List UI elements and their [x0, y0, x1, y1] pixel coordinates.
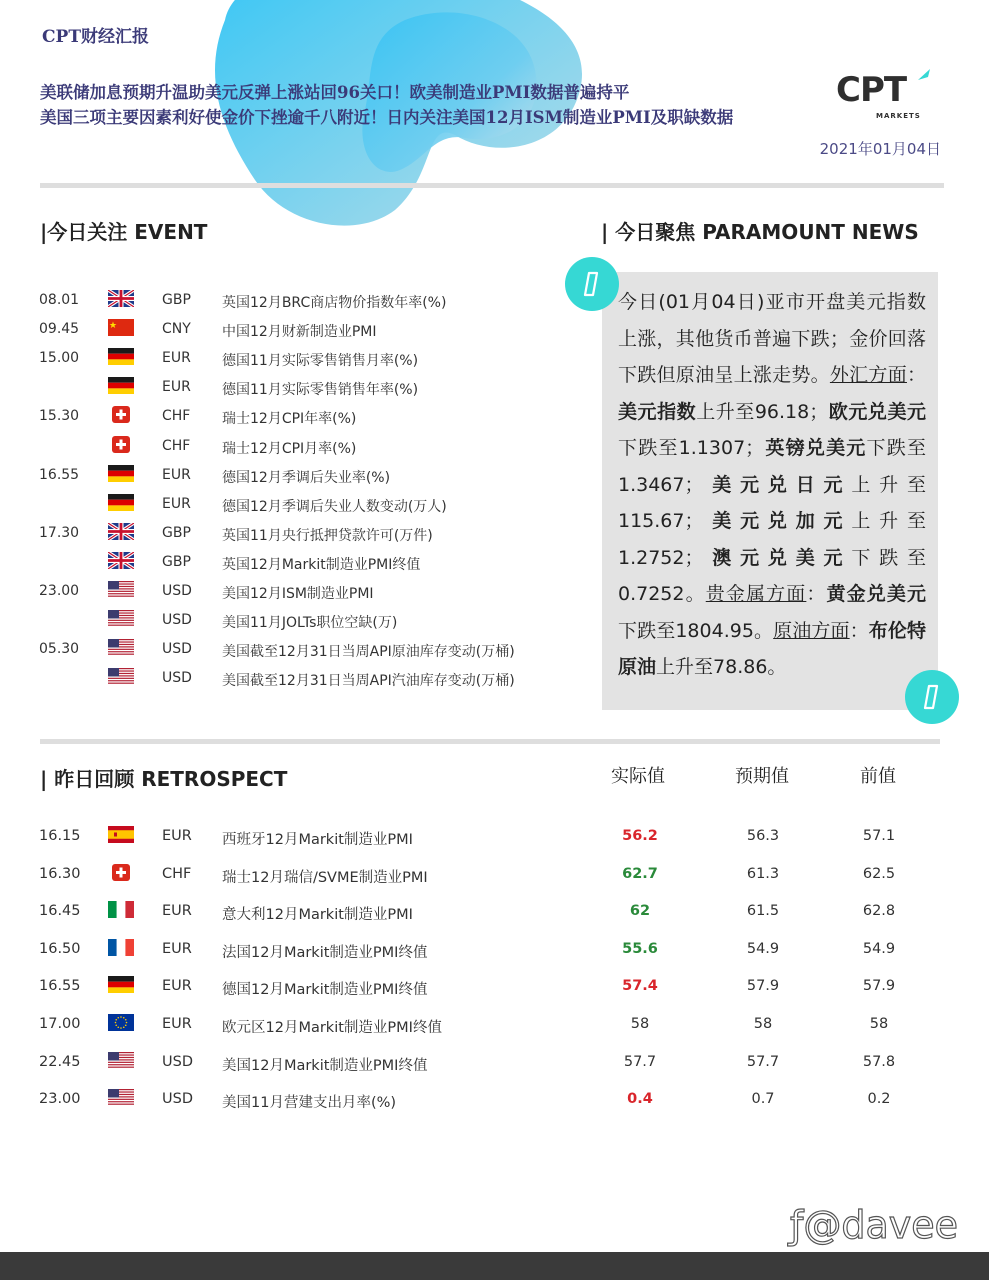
event-name: 美国12月ISM制造业PMI	[222, 586, 374, 602]
watermark-logo-icon: ƒ	[790, 1203, 804, 1247]
retro-row	[0, 903, 989, 939]
retro-currency: EUR	[162, 940, 192, 957]
header-expected: 预期值	[735, 766, 789, 787]
retro-name: 德国12月Markit制造业PMI终值	[222, 982, 428, 999]
retro-name: 法国12月Markit制造业PMI终值	[222, 944, 428, 961]
news-section-title: | 今日聚焦 PARAMOUNT NEWS	[601, 220, 919, 244]
event-row	[0, 292, 560, 321]
event-row	[0, 670, 560, 699]
watermark-text: @davee	[803, 1203, 959, 1247]
event-time: 17.30	[39, 524, 80, 541]
retro-actual: 56.2	[622, 828, 658, 844]
flag-us-icon	[108, 1052, 134, 1069]
header-actual: 实际值	[611, 766, 665, 787]
event-currency: CHF	[162, 437, 191, 454]
retro-previous: 58	[869, 1016, 889, 1032]
event-section-title: |今日关注 EVENT	[40, 220, 208, 244]
news-xauusd-move: 下跌至1804.95。	[618, 619, 774, 642]
cpt-logo	[836, 68, 936, 124]
retro-previous: 62.5	[862, 865, 896, 882]
watermark	[790, 1203, 958, 1247]
flag-cn-icon	[108, 319, 134, 336]
news-audusd: 澳元兑美元	[703, 546, 852, 569]
event-name: 德国12月季调后失业率(%)	[222, 469, 391, 486]
flag-fr-icon	[108, 939, 134, 956]
event-row	[0, 408, 560, 437]
event-time: 05.30	[39, 641, 80, 658]
retro-expected: 54.9	[746, 940, 780, 957]
retro-currency: EUR	[162, 828, 192, 844]
headline	[40, 80, 733, 130]
logo-subtext: MARKETS	[876, 112, 921, 120]
news-intro: 今日(01月04日)亚市开盘美元指数上涨，其他货币普遍下跌；金价回落下跌但原油呈上涨走势。	[618, 291, 926, 386]
retro-row	[0, 1016, 989, 1052]
event-time: 16.55	[39, 466, 80, 483]
event-currency: EUR	[162, 466, 191, 483]
flag-de-icon	[108, 976, 134, 993]
event-name: 英国12月Markit制造业PMI终值	[222, 556, 421, 573]
retro-expected: 58	[753, 1016, 773, 1032]
news-oil-label: 原油方面	[773, 619, 850, 642]
event-name: 美国截至12月31日当周API汽油库存变动(万桶)	[222, 673, 515, 690]
event-name: 英国11月央行抵押贷款许可(万件)	[222, 527, 433, 544]
flag-us-icon	[108, 610, 134, 627]
news-gbpusd: 英镑兑美元	[764, 437, 867, 459]
news-usdcad: 美元兑加元	[703, 510, 852, 532]
event-time: 08.01	[39, 292, 80, 308]
retro-time: 16.55	[39, 978, 81, 995]
event-name: 美国截至12月31日当周API原油库存变动(万桶)	[222, 644, 515, 661]
flag-de-icon	[108, 494, 134, 511]
retro-time: 16.15	[39, 828, 81, 844]
event-row	[0, 467, 560, 496]
retro-currency: EUR	[162, 903, 192, 920]
event-row	[0, 350, 560, 379]
flag-de-icon	[108, 377, 134, 394]
event-row	[0, 496, 560, 525]
event-name: 德国11月实际零售销售月率(%)	[222, 353, 419, 370]
event-currency: USD	[162, 641, 192, 658]
flag-de-icon	[108, 348, 134, 365]
news-colon: ：	[849, 619, 869, 642]
news-usdcad-move: 上升至1.2752；	[618, 510, 926, 569]
flag-us-icon	[108, 581, 134, 598]
retro-expected: 56.3	[746, 828, 780, 844]
divider-middle	[40, 739, 940, 744]
retro-name: 意大利12月Markit制造业PMI	[222, 907, 413, 924]
event-name: 德国11月实际零售销售年率(%)	[222, 382, 419, 399]
retro-currency: EUR	[162, 978, 192, 995]
event-row	[0, 525, 560, 554]
event-name: 瑞士12月CPI月率(%)	[222, 440, 357, 457]
event-row	[0, 321, 560, 350]
flag-it-icon	[108, 901, 134, 918]
news-colon: ：	[906, 364, 926, 386]
logo-arrow-icon	[916, 68, 932, 82]
retro-time: 16.45	[39, 903, 81, 920]
retro-row	[0, 1091, 989, 1127]
news-usdjpy: 美元兑日元	[703, 473, 852, 496]
event-name: 英国12月BRC商店物价指数年率(%)	[222, 295, 447, 311]
event-currency: USD	[162, 670, 192, 687]
event-currency: GBP	[162, 524, 191, 541]
retro-name: 西班牙12月Markit制造业PMI	[222, 832, 413, 848]
event-currency: EUR	[162, 495, 191, 512]
retro-previous: 57.8	[862, 1053, 896, 1070]
event-time: 23.00	[39, 583, 80, 599]
news-gbpusd-move: 下跌至1.3467；	[618, 437, 926, 496]
retro-currency: CHF	[162, 865, 192, 882]
retro-previous: 54.9	[862, 940, 896, 957]
retro-actual: 58	[630, 1016, 650, 1032]
news-fx-label: 外汇方面	[829, 364, 907, 386]
event-currency: USD	[162, 583, 192, 599]
flag-ch-icon	[108, 864, 134, 881]
news-usd-index: 美元指数	[618, 400, 697, 423]
flag-us-icon	[108, 639, 134, 656]
logo-text: CPT	[836, 70, 907, 110]
retro-expected: 61.5	[746, 903, 780, 920]
retro-name: 瑞士12月瑞信/SVME制造业PMI	[222, 869, 428, 886]
flag-ch-icon	[108, 436, 134, 453]
retro-actual: 62	[629, 903, 651, 920]
retro-previous: 57.1	[862, 828, 896, 844]
event-time: 15.30	[39, 408, 80, 425]
event-time: 15.00	[39, 350, 80, 367]
event-currency: EUR	[162, 350, 191, 367]
event-name: 德国12月季调后失业人数变动(万人)	[222, 498, 447, 515]
retro-section-title: | 昨日回顾 RETROSPECT	[40, 767, 288, 791]
retro-time: 22.45	[39, 1053, 81, 1070]
retro-row	[0, 828, 989, 864]
retro-name: 美国11月营建支出月率(%)	[222, 1095, 397, 1112]
retro-name: 欧元区12月Markit制造业PMI终值	[222, 1020, 442, 1036]
retro-currency: EUR	[162, 1016, 192, 1032]
event-row	[0, 583, 560, 612]
news-metal-label: 贵金属方面	[705, 583, 807, 605]
news-eurusd-move: 下跌至1.1307；	[618, 437, 765, 459]
event-currency: USD	[162, 612, 192, 629]
news-paragraph	[618, 284, 926, 686]
event-currency: GBP	[162, 553, 191, 570]
flag-gb-icon	[108, 290, 134, 307]
retro-expected: 57.9	[746, 978, 780, 995]
event-currency: CHF	[162, 408, 191, 425]
retro-row	[0, 941, 989, 977]
retro-expected: 61.3	[746, 865, 780, 882]
retro-row	[0, 1054, 989, 1090]
flag-gb-icon	[108, 552, 134, 569]
news-colon: ：	[806, 583, 827, 605]
divider-top	[40, 183, 944, 188]
flag-eu-icon	[108, 1014, 134, 1031]
retro-currency: USD	[162, 1053, 193, 1070]
retro-expected: 0.7	[751, 1091, 775, 1108]
news-eurusd: 欧元兑美元	[828, 400, 926, 423]
flag-es-icon	[108, 826, 134, 843]
event-row	[0, 379, 560, 408]
retro-actual: 57.7	[623, 1053, 657, 1070]
news-xauusd: 黄金兑美元	[826, 583, 926, 605]
flag-gb-icon	[108, 523, 134, 540]
event-row	[0, 554, 560, 583]
news-brent: 布伦特原油	[618, 619, 926, 678]
retro-actual: 57.4	[622, 978, 658, 995]
news-usd-index-move: 上升至96.18；	[696, 400, 829, 423]
event-row	[0, 641, 560, 670]
retro-actual: 55.6	[622, 940, 658, 957]
retro-time: 23.00	[39, 1091, 81, 1108]
retro-previous: 0.2	[867, 1091, 891, 1108]
flag-us-icon	[108, 668, 134, 685]
event-currency: EUR	[162, 379, 191, 396]
brand-name: CPT财经汇报	[42, 27, 149, 47]
flag-us-icon	[108, 1089, 134, 1106]
retro-actual: 0.4	[627, 1091, 653, 1108]
news-usdjpy-move: 上升至115.67；	[618, 473, 926, 532]
flag-ch-icon	[108, 406, 134, 423]
event-name: 瑞士12月CPI年率(%)	[222, 411, 357, 428]
event-time: 09.45	[39, 321, 80, 338]
event-row	[0, 612, 560, 641]
event-currency: CNY	[162, 321, 191, 338]
retro-expected: 57.7	[746, 1053, 780, 1070]
retro-time: 16.50	[39, 940, 81, 957]
retro-time: 17.00	[39, 1016, 81, 1032]
quote-open-icon	[565, 257, 619, 311]
header-previous: 前值	[860, 766, 896, 787]
retro-actual: 62.7	[622, 865, 658, 882]
event-row	[0, 438, 560, 467]
bottom-bar	[0, 1252, 989, 1280]
retro-time: 16.30	[39, 865, 81, 882]
news-audusd-move: 下跌至0.7252。	[618, 546, 926, 605]
news-brent-move: 上升至78.86。	[656, 656, 787, 678]
event-currency: GBP	[162, 292, 191, 308]
event-name: 中国12月财新制造业PMI	[222, 324, 377, 341]
retro-currency: USD	[162, 1091, 193, 1108]
retro-row	[0, 978, 989, 1014]
event-name: 美国11月JOLTs职位空缺(万)	[222, 615, 398, 632]
retro-previous: 57.9	[862, 978, 896, 995]
flag-de-icon	[108, 465, 134, 482]
headline-line-2: 美国三项主要因素利好使金价下挫逾千八附近！日内关注美国12月ISM制造业PMI及职缺数据	[40, 108, 734, 127]
retro-row	[0, 866, 989, 902]
report-date: 2021年01月04日	[819, 140, 941, 158]
retro-previous: 62.8	[862, 903, 896, 920]
headline-line-1: 美联储加息预期升温助美元反弹上涨站回96关口！欧美制造业PMI数据普遍持平	[40, 83, 630, 102]
retro-name: 美国12月Markit制造业PMI终值	[222, 1057, 428, 1074]
